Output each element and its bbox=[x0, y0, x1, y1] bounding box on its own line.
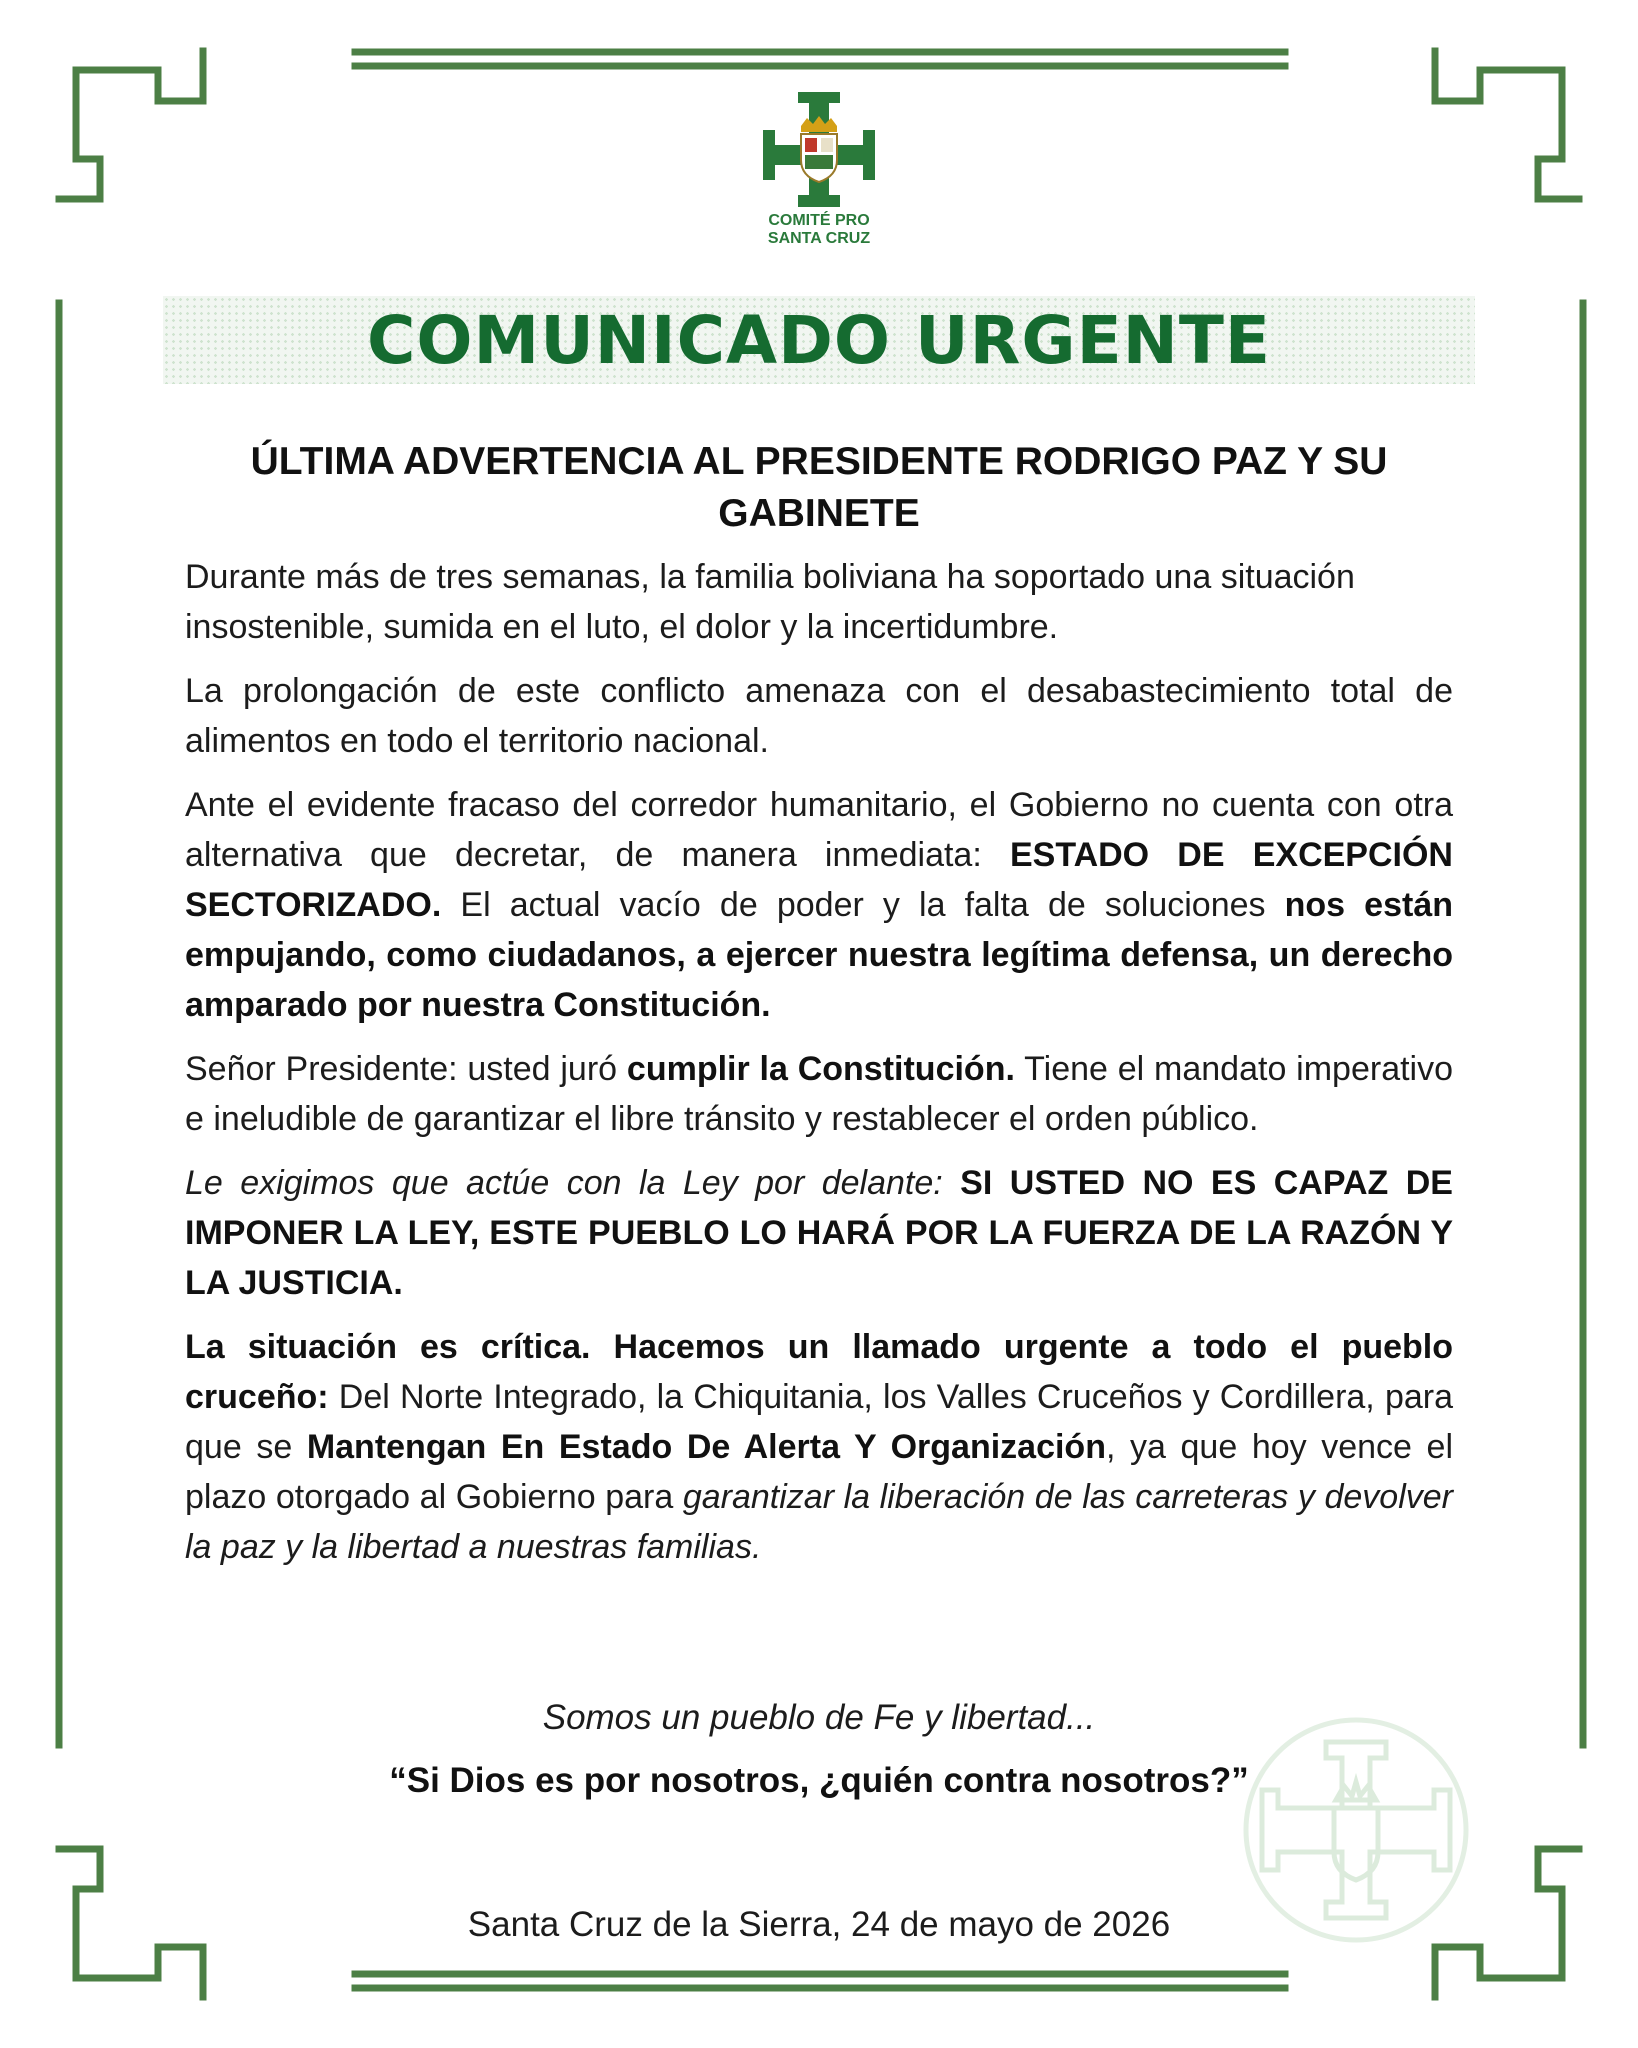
paragraph-3-text-c: El actual vacío de poder y la falta de soluciones bbox=[441, 886, 1285, 924]
motto: Somos un pueblo de Fe y libertad... bbox=[542, 1698, 1096, 1737]
paragraph-3-bold-b: ESTADO DE EXCEPCIÓN SECTORIZADO. bbox=[185, 836, 1453, 924]
paragraph-5-bold-b: SI USTED NO ES CAPAZ DE IMPONER LA LEY, ESTE PUEBLO LO HARÁ POR LA FUERZA DE LA RAZÓN Y LA JUSTICIA. bbox=[185, 1164, 1453, 1302]
logo-line-2: SANTA CRUZ bbox=[767, 230, 871, 247]
logo-line-1: COMITÉ PRO bbox=[768, 212, 870, 229]
paragraph-1: Durante más de tres semanas, la familia boliviana ha soportado una situación insostenible, sumida en el luto, el dolor y la incertidumbre. bbox=[185, 558, 1355, 646]
paragraph-3 bbox=[185, 780, 1453, 1030]
headline: ÚLTIMA ADVERTENCIA AL PRESIDENTE RODRIGO PAZ Y SU GABINETE bbox=[250, 440, 1388, 535]
paragraph-3-text-a: Ante el evidente fracaso del corredor humanitario, el Gobierno no cuenta con otra alternativa que decretar, de manera inmediata: bbox=[185, 786, 1453, 874]
paragraph-4-bold-b: cumplir la Constitución. bbox=[626, 1050, 1015, 1088]
paragraph-6-text-d: , ya que hoy vence el plazo otorgado al Gobierno para bbox=[185, 1428, 1454, 1516]
watermark-seal-icon bbox=[1238, 1712, 1474, 1948]
communique-body bbox=[185, 552, 1453, 1586]
paragraph-6-bold-a: La situación es crítica. Hacemos un llamado urgente a todo el pueblo cruceño: bbox=[185, 1328, 1453, 1416]
paragraph-3-bold-d: nos están empujando, como ciudadanos, a ejercer nuestra legítima defensa, un derecho amparado por nuestra Constitución. bbox=[185, 886, 1453, 1024]
paragraph-5-italic-a: Le exigimos que actúe con la Ley por delante: bbox=[185, 1164, 943, 1202]
place-date: Santa Cruz de la Sierra, 24 de mayo de 2026 bbox=[467, 1905, 1171, 1944]
paragraph-6 bbox=[185, 1322, 1453, 1572]
closing-quote: “Si Dios es por nosotros, ¿quién contra nosotros?” bbox=[389, 1761, 1249, 1800]
corner-top-right bbox=[1435, 51, 1579, 199]
corner-top-left bbox=[59, 51, 203, 199]
page-title: COMUNICADO URGENTE bbox=[366, 301, 1271, 379]
paragraph-6-bold-c: Mantengan En Estado De Alerta Y Organización bbox=[306, 1428, 1106, 1466]
paragraph-5 bbox=[185, 1158, 1453, 1308]
paragraph-4-text-a: Señor Presidente: usted juró bbox=[185, 1050, 627, 1088]
logo-text bbox=[719, 212, 919, 248]
paragraph-6-text-b: Del Norte Integrado, la Chiquitania, los Valles Cruceños y Cordillera, para que se bbox=[185, 1378, 1453, 1466]
paragraph-2: La prolongación de este conflicto amenaza con el desabastecimiento total de alimentos en todo el territorio nacional. bbox=[185, 672, 1453, 760]
paragraph-4-text-c: Tiene el mandato imperativo e ineludible de garantizar el libre tránsito y restablecer el orden público. bbox=[185, 1050, 1454, 1138]
paragraph-6-italic-e: garantizar la liberación de las carreteras y devolver la paz y la libertad a nuestras familias. bbox=[185, 1478, 1453, 1566]
corner-bottom-left bbox=[59, 1849, 203, 1997]
paragraph-4 bbox=[185, 1044, 1453, 1144]
